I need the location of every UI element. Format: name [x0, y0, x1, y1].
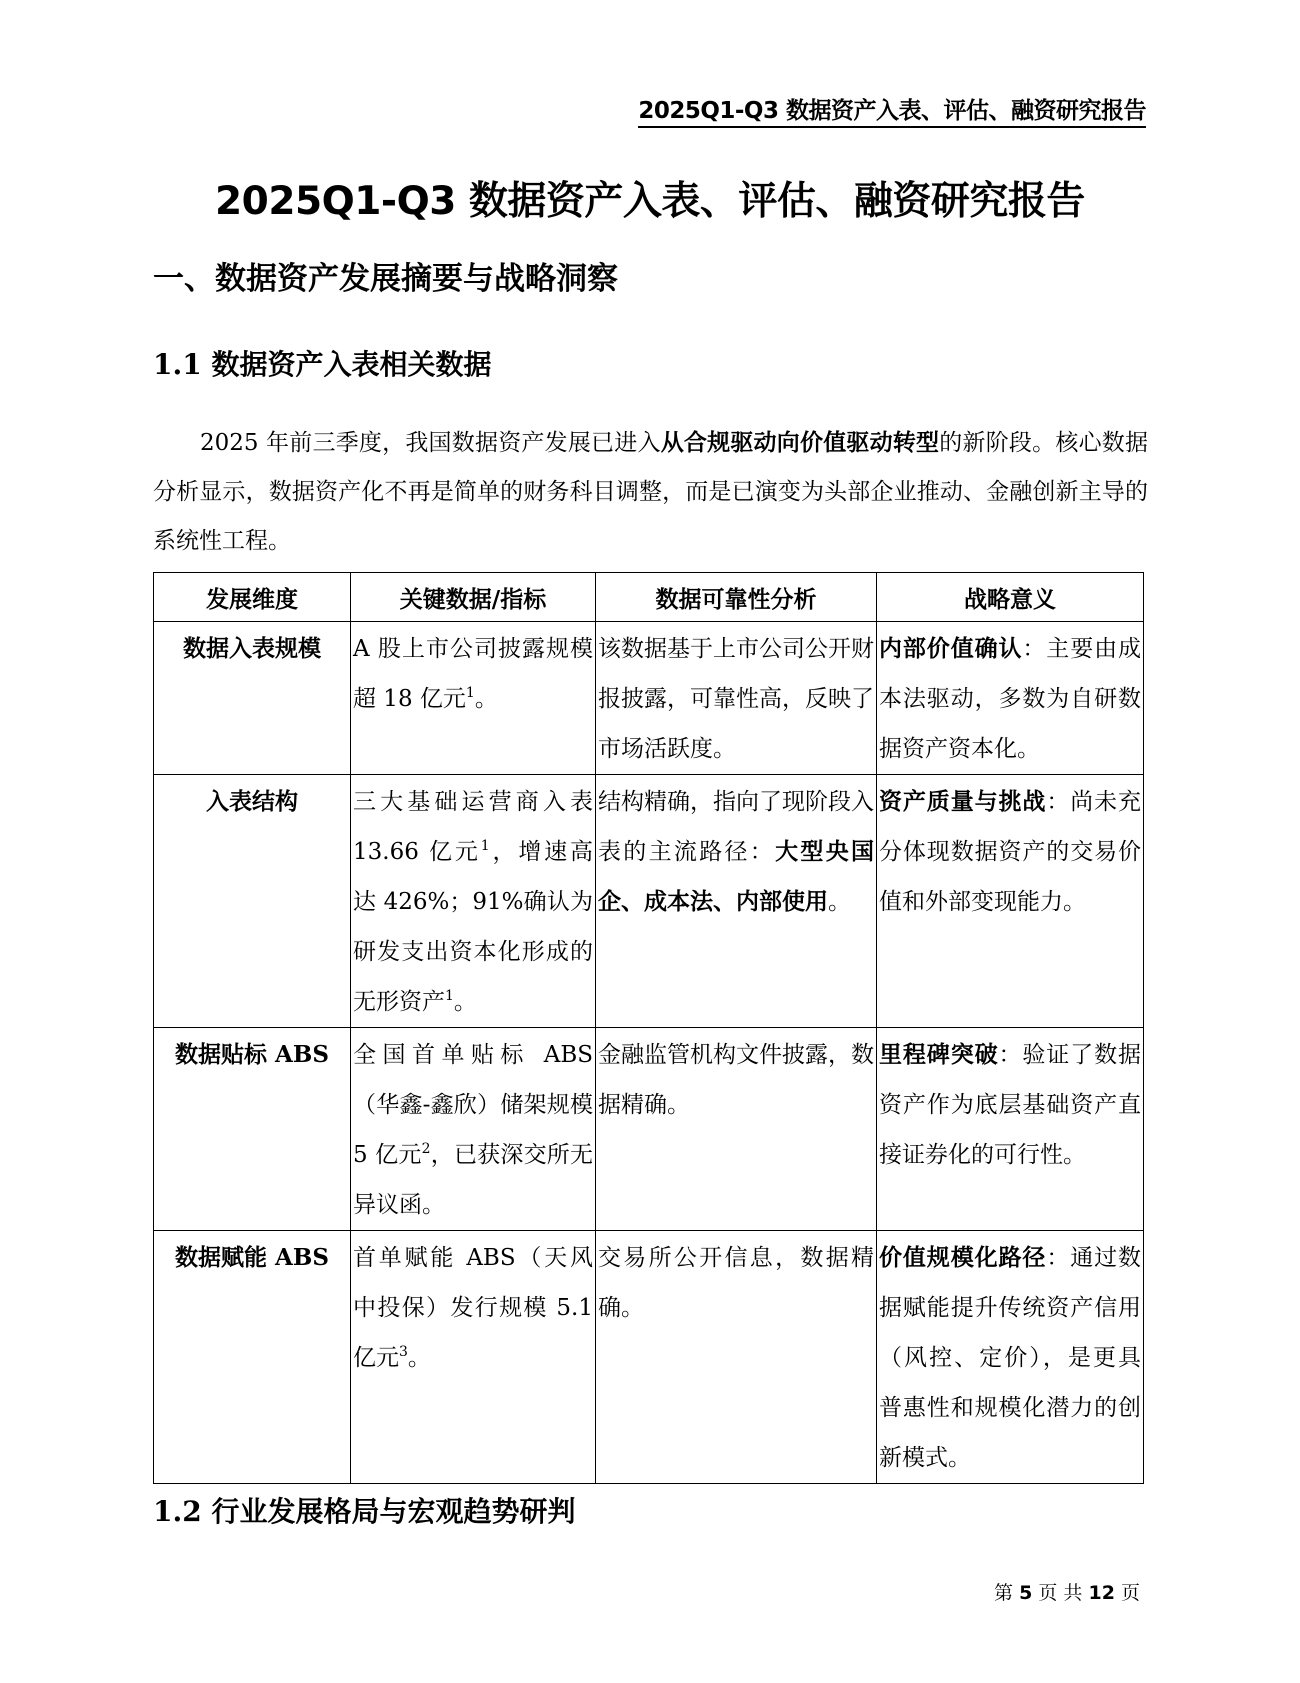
footnote-ref: 1	[445, 988, 454, 1004]
significance-label: 资产质量与挑战	[879, 788, 1047, 815]
dimension-cell: 入表结构	[154, 775, 351, 1028]
subsection-heading-1-2: 1.2 行业发展格局与宏观趋势研判	[153, 1495, 576, 1528]
significance-cell	[877, 1028, 1144, 1231]
cell-text: A 股上市公司披露规模超 18 亿元	[353, 636, 593, 712]
significance-label: 价值规模化路径	[879, 1244, 1047, 1271]
significance-cell	[877, 775, 1144, 1028]
intro-paragraph	[153, 418, 1148, 566]
dimension-cell: 数据入表规模	[154, 622, 351, 775]
cell-text: 。	[407, 1345, 431, 1371]
table-row	[154, 775, 1144, 1028]
cell-text: ：尚未充分体现数据资产的交易价值和外部变现能力。	[879, 789, 1142, 915]
footnote-ref: 3	[399, 1344, 408, 1360]
column-header: 发展维度	[154, 573, 351, 622]
table-row	[154, 1231, 1144, 1484]
cell-text: 。	[828, 889, 851, 915]
table-header-row	[154, 573, 1144, 622]
key-data-cell	[351, 622, 596, 775]
column-header: 战略意义	[877, 573, 1144, 622]
cell-text: 全国首单贴标 ABS（华鑫-鑫欣）储架规模 5 亿元	[353, 1042, 593, 1168]
footer-text: 页	[1120, 1582, 1140, 1604]
reliability-cell	[596, 1028, 877, 1231]
intro-text-cont: 的新阶段。核心数据分析显示，数据资产化不再是简单的财务科目调整，而是已演变为头部企业推动、金融创新主导的系统性工程。	[153, 430, 1148, 554]
column-header: 关键数据/指标	[351, 573, 596, 622]
significance-cell	[877, 622, 1144, 775]
significance-label: 内部价值确认	[879, 635, 1023, 662]
reliability-cell	[596, 775, 877, 1028]
cell-text: 结构精确，指向了现阶段入表的主流路径：	[598, 789, 874, 865]
cell-text: 三大基础运营商入表 13.66 亿元	[353, 789, 593, 865]
running-header: 2025Q1-Q3 数据资产入表、评估、融资研究报告	[638, 92, 1146, 128]
dimension-cell: 数据贴标 ABS	[154, 1028, 351, 1231]
intro-text: 2025 年前三季度，我国数据资产发展已进入	[200, 430, 661, 456]
cell-text: ：通过数据赋能提升传统资产信用（风控、定价），是更具普惠性和规模化潜力的创新模式。	[879, 1245, 1142, 1471]
key-data-cell	[351, 1028, 596, 1231]
footer-text: 页 共	[1038, 1582, 1083, 1604]
reliability-bold-text: 大型央国企、成本法、内部使用	[598, 838, 875, 915]
page-footer	[994, 1578, 1140, 1605]
key-data-cell	[351, 775, 596, 1028]
cell-text: ：主要由成本法驱动，多数为自研数据资产资本化。	[879, 636, 1142, 762]
cell-text: 该数据基于上市公司公开财报披露，可靠性高，反映了市场活跃度。	[598, 636, 874, 762]
cell-text: 首单赋能 ABS（天风中投保）发行规模 5.1 亿元	[353, 1245, 593, 1371]
table-row	[154, 622, 1144, 775]
cell-text: 。	[474, 686, 498, 712]
cell-text: 交易所公开信息，数据精确。	[598, 1245, 874, 1321]
dimension-cell: 数据赋能 ABS	[154, 1231, 351, 1484]
column-header: 数据可靠性分析	[596, 573, 877, 622]
cell-text: ，已获深交所无异议函。	[353, 1142, 594, 1218]
significance-cell	[877, 1231, 1144, 1484]
table-row	[154, 1028, 1144, 1231]
footnote-ref: 2	[421, 1141, 431, 1157]
section-heading: 一、数据资产发展摘要与战略洞察	[153, 261, 618, 297]
intro-bold-text: 从合规驱动向价值驱动转型	[660, 429, 940, 456]
footnote-ref: 1	[480, 838, 490, 854]
data-table	[153, 572, 1144, 1484]
page-number: 5	[1019, 1582, 1033, 1604]
reliability-cell	[596, 1231, 877, 1484]
cell-text: 。	[453, 989, 477, 1015]
key-data-cell	[351, 1231, 596, 1484]
document-title: 2025Q1-Q3 数据资产入表、评估、融资研究报告	[215, 179, 1085, 224]
cell-text: 金融监管机构文件披露，数据精确。	[598, 1042, 874, 1118]
page-total: 12	[1088, 1582, 1115, 1604]
reliability-cell	[596, 622, 877, 775]
subsection-heading-1-1: 1.1 数据资产入表相关数据	[153, 348, 492, 381]
cell-text: ：验证了数据资产作为底层基础资产直接证券化的可行性。	[879, 1042, 1142, 1168]
significance-label: 里程碑突破	[879, 1041, 999, 1068]
cell-text: ，增速高达 426%；91%确认为研发支出资本化形成的无形资产	[353, 839, 594, 1015]
footnote-ref: 1	[465, 685, 475, 701]
footer-text: 第	[994, 1582, 1014, 1604]
